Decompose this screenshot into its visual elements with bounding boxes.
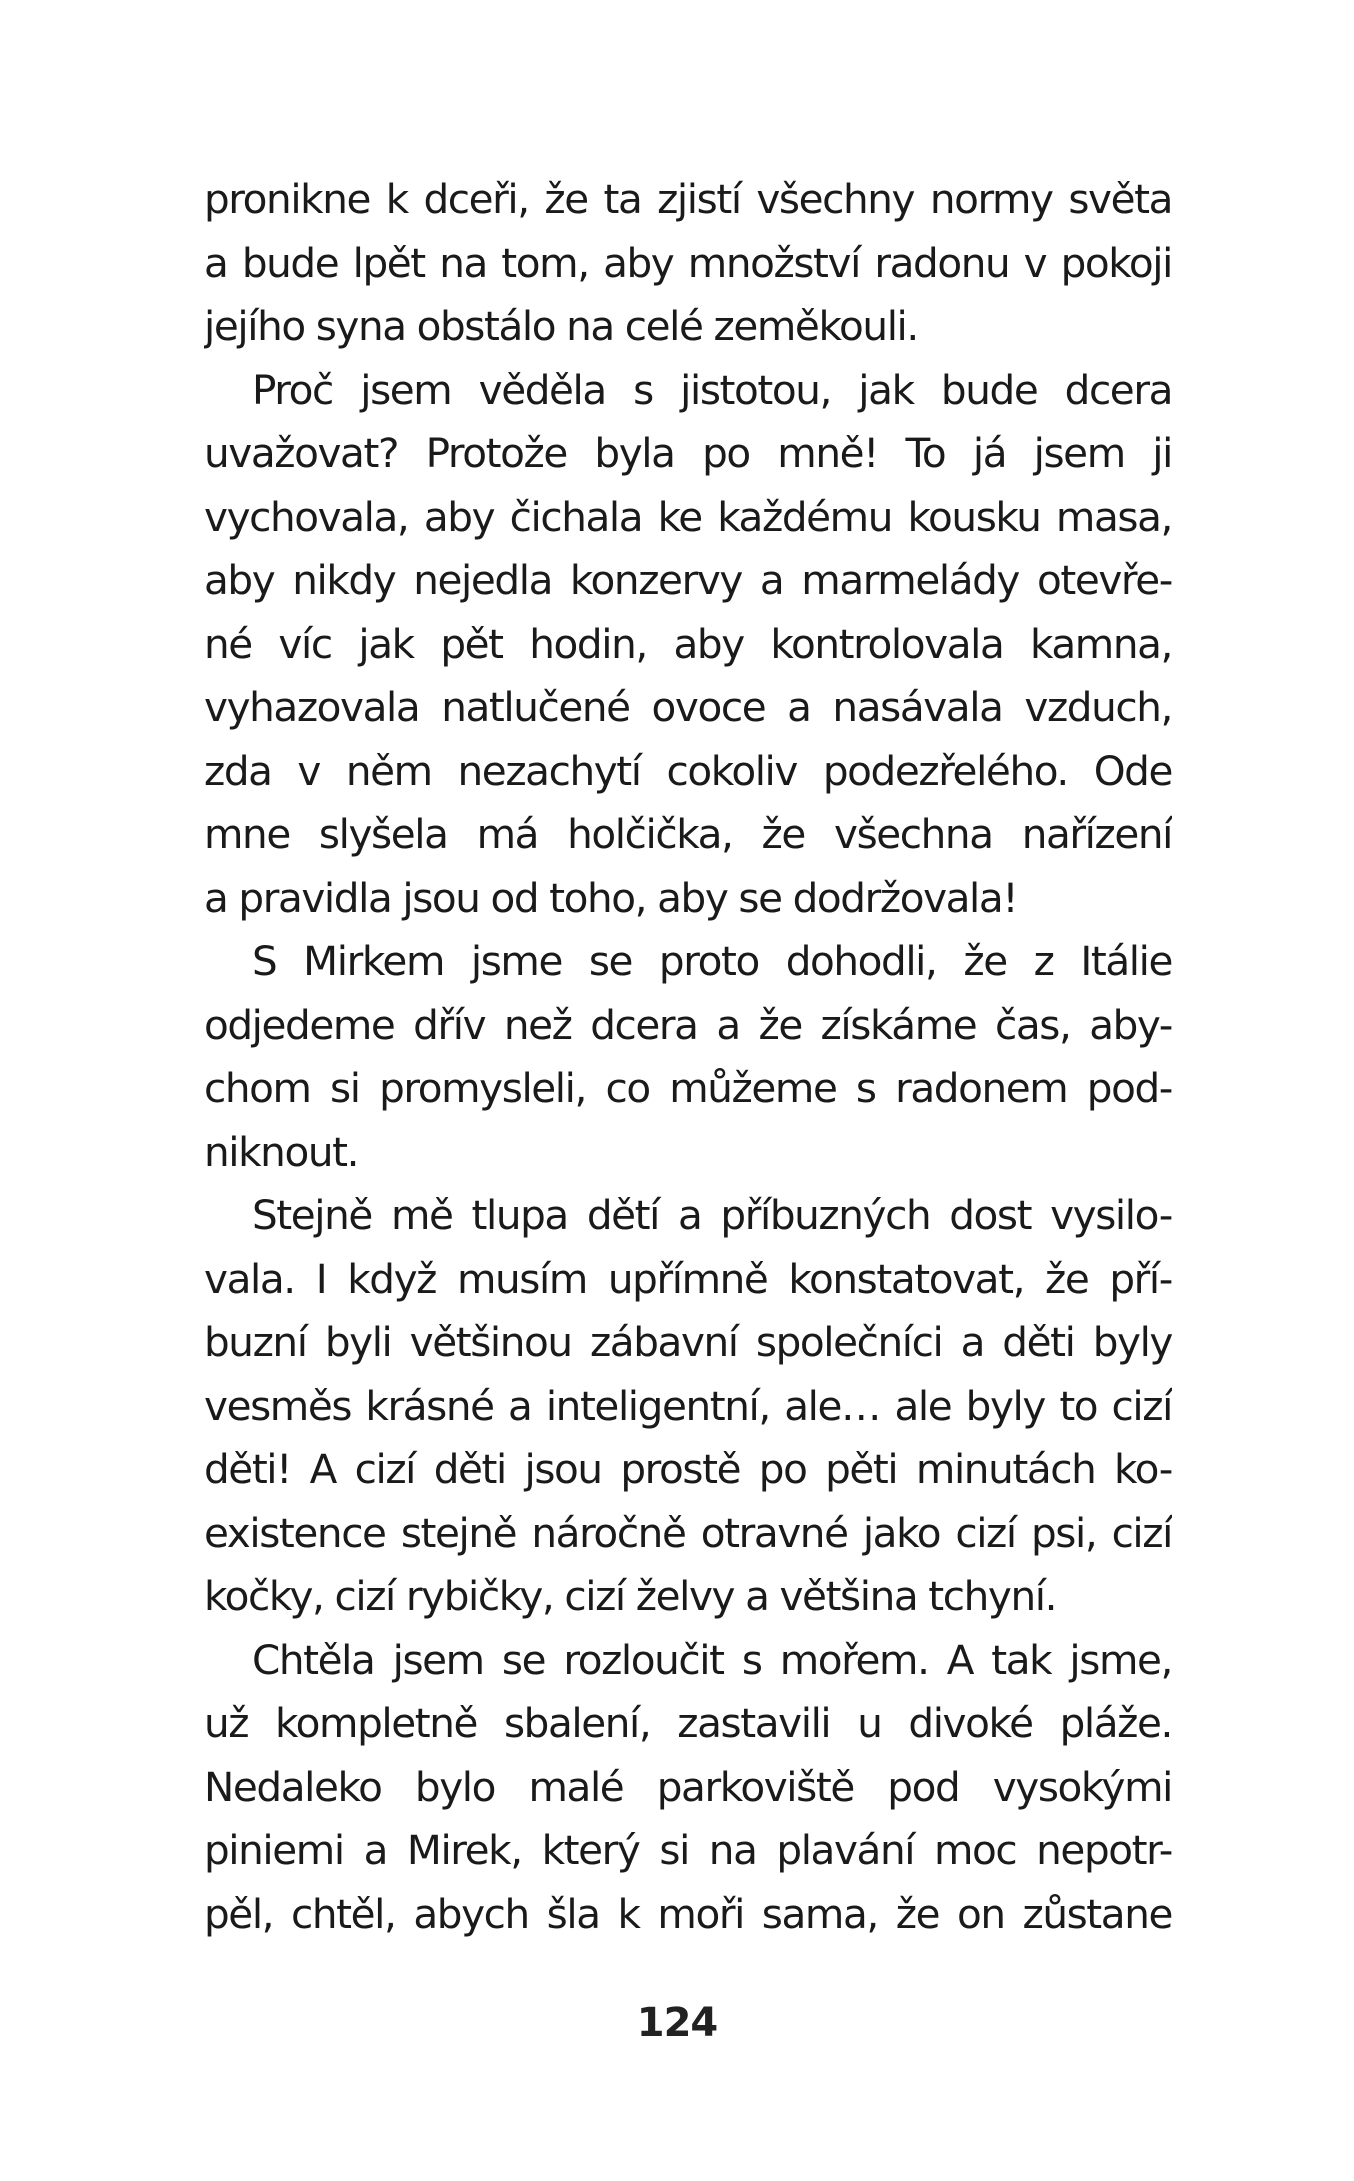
text-line: vesměs krásné a inteligentní, ale… ale byly to cizí: [204, 1381, 1172, 1430]
text-line: pronikne k dceři, že ta zjistí všechny normy světa: [204, 175, 1172, 223]
text-line: Proč jsem věděla s jistotou, jak bude dcera: [252, 365, 1172, 414]
text-line: kočky, cizí rybičky, cizí želvy a většina tchyní.: [204, 1572, 1057, 1620]
text-line: buzní byli většinou zábavní společníci a děti byly: [204, 1318, 1172, 1366]
text-line: chom si promysleli, co můžeme s radonem pod-: [204, 1064, 1172, 1112]
text-line: piniemi a Mirek, který si na plavání moc nepotr-: [204, 1826, 1172, 1874]
text-line: už kompletně sbalení, zastavili u divoké pláže.: [204, 1699, 1172, 1747]
text-line: Chtěla jsem se rozloučit s mořem. A tak jsme,: [252, 1635, 1172, 1684]
body-text: [204, 168, 1172, 1946]
page-number: 124: [636, 2000, 718, 2046]
text-line: Nedaleko bylo malé parkoviště pod vysokými: [204, 1762, 1172, 1811]
text-line: a bude lpět na tom, aby množství radonu v pokoji: [204, 238, 1172, 287]
text-line: děti! A cizí děti jsou prostě po pěti minutách ko-: [204, 1445, 1172, 1493]
text-line: aby nikdy nejedla konzervy a marmelády otevře-: [204, 556, 1172, 604]
text-line: né víc jak pět hodin, aby kontrolovala kamna,: [204, 619, 1172, 668]
text-line: Stejně mě tlupa dětí a příbuzných dost vysilo-: [252, 1191, 1172, 1239]
text-line: a pravidla jsou od toho, aby se dodržovala!: [204, 873, 1018, 922]
paragraph-4: [204, 1184, 1172, 1629]
text-line: zda v něm nezachytí cokoliv podezřelého. Ode: [204, 746, 1172, 795]
text-line: vyhazovala natlučené ovoce a nasávala vzduch,: [204, 683, 1172, 731]
text-line: vala. I když musím upřímně konstatovat, že pří-: [204, 1254, 1172, 1303]
paragraph-5: [204, 1629, 1172, 1947]
text-line: existence stejně náročně otravné jako cizí psi, cizí: [204, 1508, 1172, 1557]
paragraph-2: [204, 359, 1172, 931]
text-line: S Mirkem jsme se proto dohodli, že z Itálie: [252, 937, 1172, 985]
text-line: mne slyšela má holčička, že všechna nařízení: [204, 810, 1172, 858]
text-line: odjedeme dřív než dcera a že získáme čas, aby-: [204, 1000, 1172, 1049]
text-line: niknout.: [204, 1127, 359, 1176]
text-line: jejího syna obstálo na celé zeměkouli.: [204, 302, 918, 350]
text-line: uvažovat? Protože byla po mně! To já jsem ji: [204, 429, 1172, 477]
text-line: pěl, chtěl, abych šla k moři sama, že on zůstane: [204, 1889, 1172, 1938]
text-line: vychovala, aby čichala ke každému kousku masa,: [204, 492, 1172, 541]
paragraph-3: [204, 930, 1172, 1184]
paragraph-1: [204, 168, 1172, 359]
